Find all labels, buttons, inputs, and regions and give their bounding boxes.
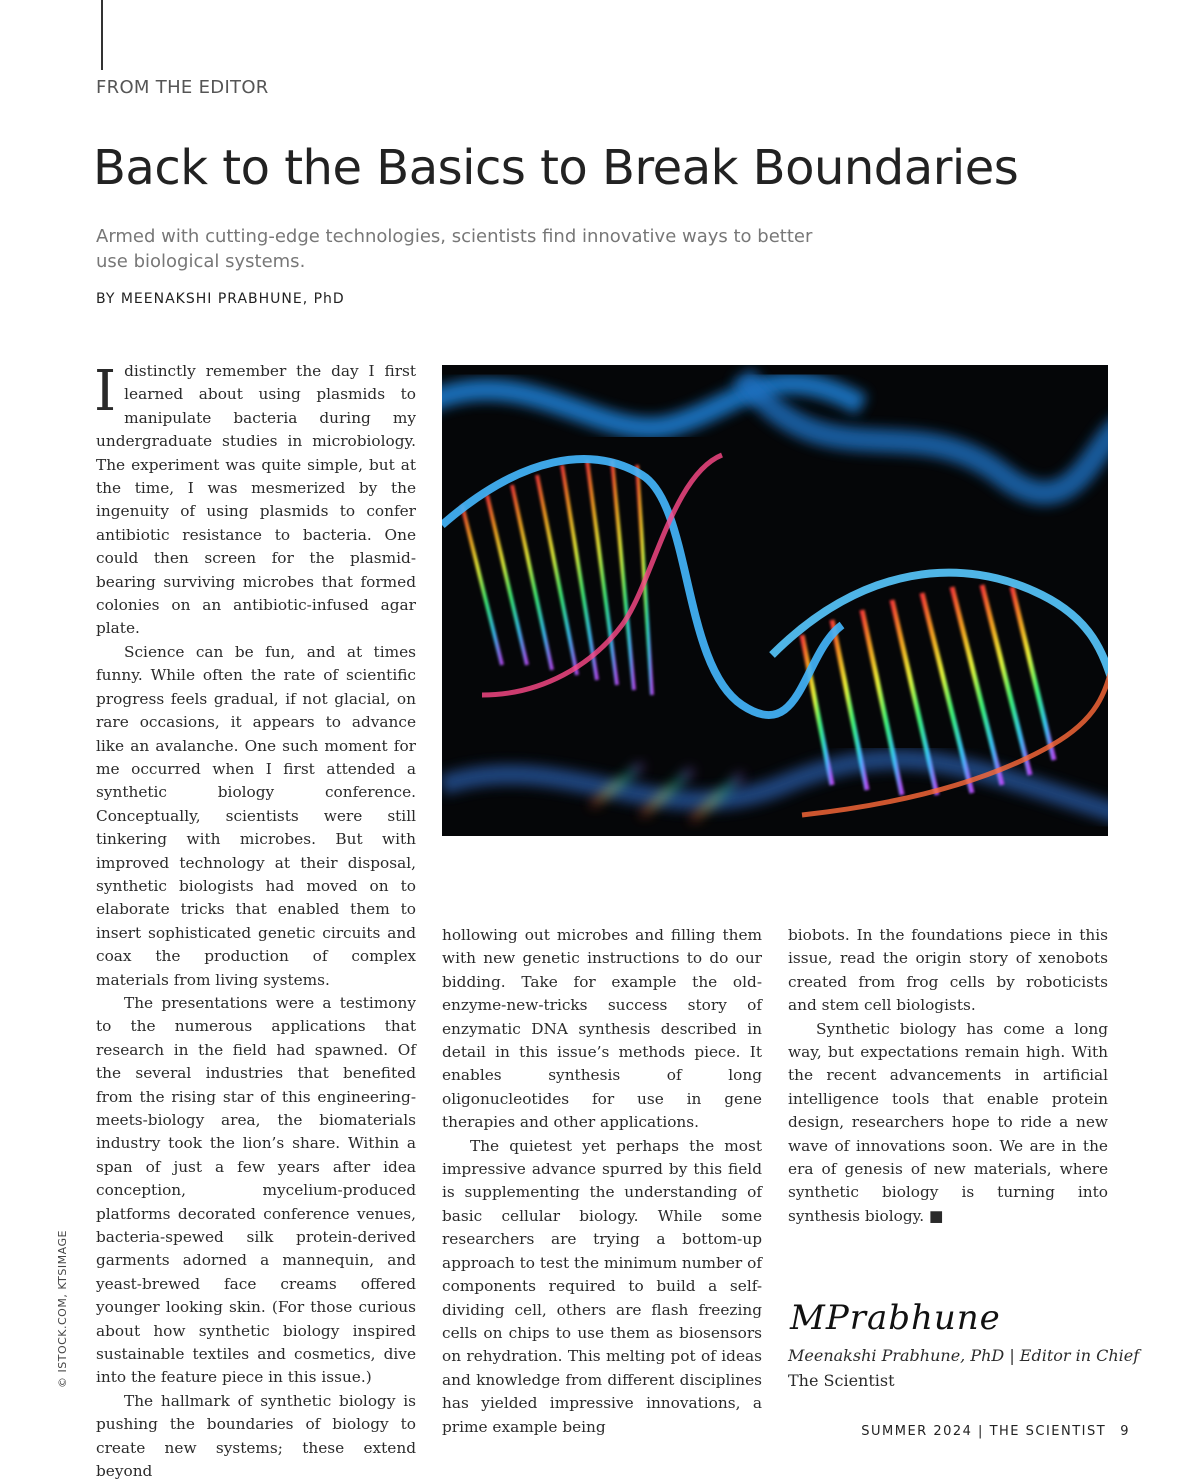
section-label: FROM THE EDITOR — [96, 77, 269, 98]
paragraph: hollowing out microbes and filling them with new genetic instructions to do our bidding. Take for example the old-enzyme-new-tricks success story of enzymatic DNA synthesis described in detail in this issue’s methods piece. It enables synthesis of long oligonucleotides for use in gene therapies and other applications. — [442, 926, 762, 1132]
page-footer — [861, 1424, 1130, 1439]
paragraph: The presentations were a testimony to the numerous applications that research in the field had spawned. Of the several industries that benefited from the rising star of this engineering-meets-biology area, the biomaterials industry took the lion’s share. Within a span of just a few years after idea conception, mycelium-produced platforms decorated conference venues, bacteria-spewed silk protein-derived garments adorned a mannequin, and yeast-brewed face creams offered younger looking skin. (For those curious about how synthetic biology inspired sustainable textiles and cosmetics, dive into the feature piece in this issue.) — [96, 993, 416, 1387]
paragraph — [96, 360, 416, 641]
paragraph-text: distinctly remember the day I first learned about using plasmids to manipulate bacteria during my undergraduate studies in microbiology. The experiment was quite simple, but at the time, I was mesmerized by the ingenuity of using plasmids to confer antibiotic resistance to bacteria. One could then screen for the plasmid-bearing surviving microbes that formed colonies on an antibiotic-infused agar plate. — [96, 362, 416, 638]
dna-helix-illustration — [442, 365, 1108, 836]
article-column-2 — [442, 924, 762, 1439]
signature-publication: The Scientist — [788, 1371, 895, 1390]
drop-cap: I — [94, 359, 117, 424]
dna-helix-image — [442, 365, 1108, 836]
paragraph: Synthetic biology has come a long way, but expectations remain high. With the recent advancements in artificial intelligence tools that enable protein design, researchers hope to ride a new wave of innovations soon. We are in the era of genesis of new materials, where synthetic biology is turning into synthesis biology. ■ — [788, 1019, 1108, 1225]
top-rule — [101, 0, 103, 70]
paragraph: The quietest yet perhaps the most impressive advance spurred by this field is supplementing the understanding of basic cellular biology. While some researchers are trying a bottom-up approach to test the minimum number of components required to build a self-dividing cell, others are flash freezing cells on chips to use them as biosensors on rehydration. This melting pot of ideas and knowledge from different disciplines has yielded impressive innovations, a prime example being — [442, 1136, 762, 1436]
photo-credit-text: © ISTOCK.COM, KTSIMAGE — [56, 1230, 69, 1388]
page-number: 9 — [1120, 1424, 1130, 1439]
article-column-1 — [96, 360, 416, 1482]
article-title: Back to the Basics to Break Boundaries — [93, 140, 1019, 196]
paragraph: The hallmark of synthetic biology is pushing the boundaries of biology to create new systems; these extend beyond — [96, 1391, 416, 1481]
byline: BY MEENAKSHI PRABHUNE, PhD — [96, 291, 345, 307]
photo-credit — [56, 1228, 68, 1388]
footer-issue: SUMMER 2024 | THE SCIENTIST — [861, 1424, 1107, 1439]
signature-name: Meenakshi Prabhune, PhD | Editor in Chief — [788, 1346, 1140, 1365]
paragraph: Science can be fun, and at times funny. While often the rate of scientific progress feels gradual, if not glacial, on rare occasions, it appears to advance like an avalanche. One such moment for me occurred when I first attended a synthetic biology conference. Conceptually, scientists were still tinkering with microbes. But with improved technology at their disposal, synthetic biologists had moved on to elaborate tricks that enabled them to insert sophisticated genetic circuits and coax the production of complex materials from living systems. — [96, 642, 416, 989]
article-column-3 — [788, 924, 1108, 1228]
handwritten-signature: MPrabhune — [790, 1298, 1001, 1338]
paragraph: biobots. In the foundations piece in this issue, read the origin story of xenobots created from frog cells by roboticists and stem cell biologists. — [788, 926, 1108, 1015]
article-deck: Armed with cutting-edge technologies, scientists find innovative ways to better use biological systems. — [96, 226, 813, 272]
